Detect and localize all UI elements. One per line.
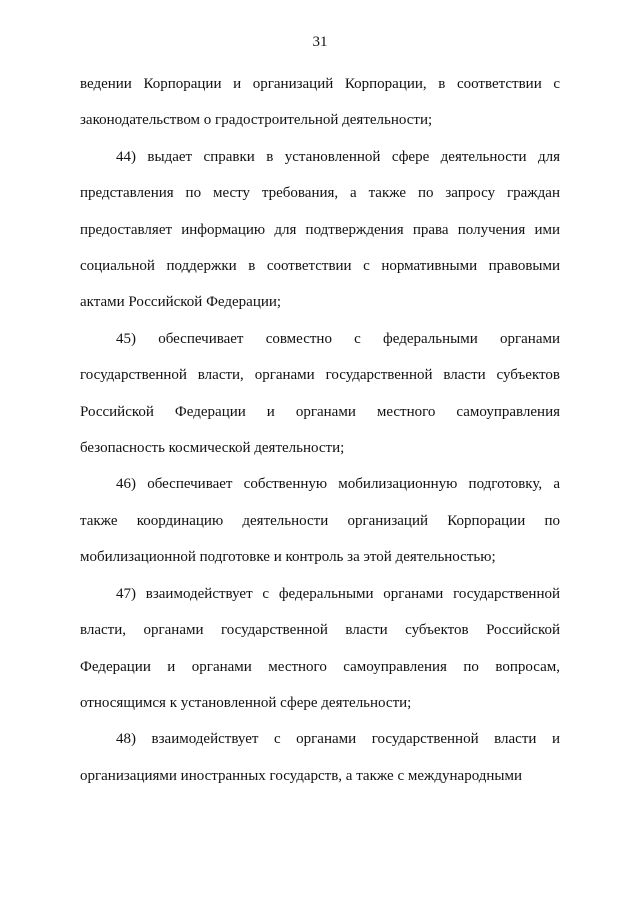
paragraph-item-48: 48) взаимодействует с органами государственной власти и организациями иностранных государств, а также с международными bbox=[80, 731, 560, 784]
paragraph-item-47: 47) взаимодействует с федеральными органами государственной власти, органами государственной власти субъектов Российской Федерации и органами местного самоуправления по вопросам, относящимся к установленной сфере деятельности; bbox=[80, 585, 560, 711]
paragraph-continuation: ведении Корпорации и организаций Корпорации, в соответствии с законодательством о градостроительной деятельности; bbox=[80, 76, 560, 129]
page-number: 31 bbox=[312, 34, 328, 50]
paragraph-item-45: 45) обеспечивает совместно с федеральными органами государственной власти, органами государственной власти субъектов Российской Федерации и органами местного самоуправления безопасность космической деятельности; bbox=[80, 330, 560, 457]
paragraph-item-44: 44) выдает справки в установленной сфере деятельности для представления по месту требования, а также по запросу граждан предоставляет информацию для подтверждения права получения ими социальной поддержки в соответствии с нормативными правовыми актами Российской Федерации; bbox=[80, 148, 560, 311]
paragraph-item-46: 46) обеспечивает собственную мобилизационную подготовку, а также координацию деятельности организаций Корпорации по мобилизационной подготовке и контроль за этой деятельностью; bbox=[80, 476, 560, 566]
document-body bbox=[80, 66, 560, 794]
